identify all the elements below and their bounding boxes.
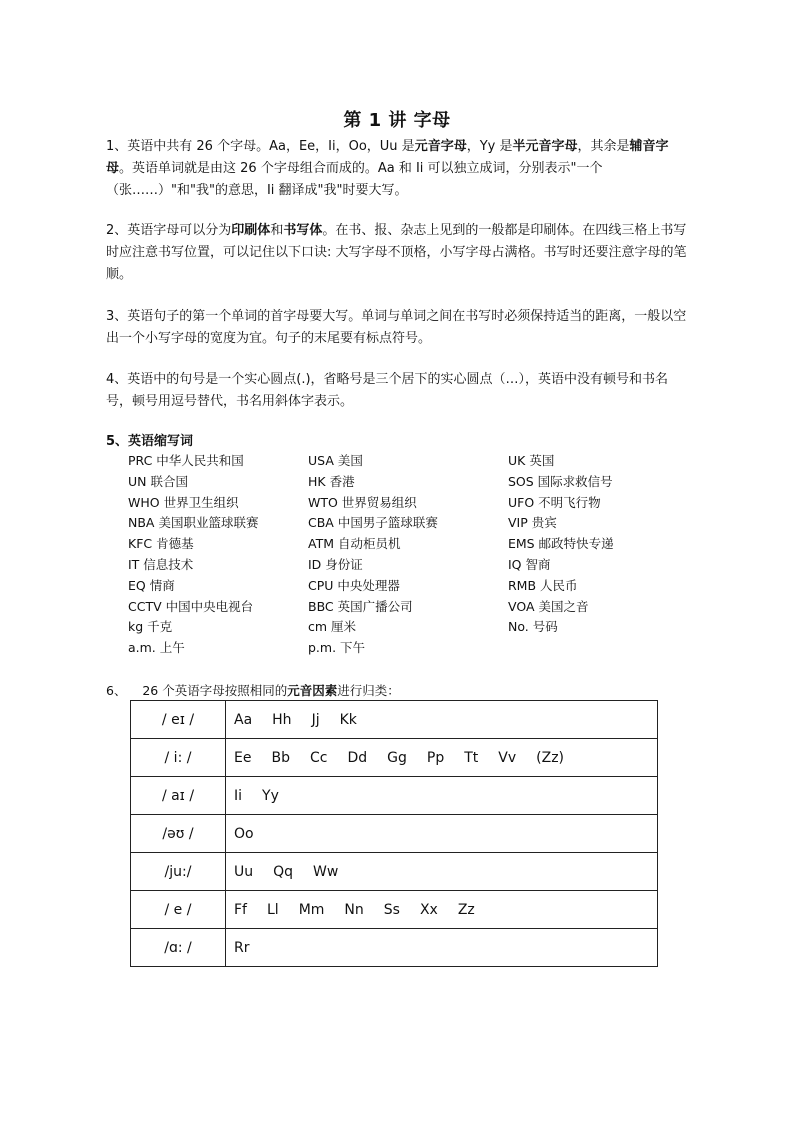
letters-cell (226, 739, 658, 777)
abbreviation-row (128, 597, 688, 618)
abbreviation-row (128, 638, 688, 659)
letter-pair: Ll (266, 901, 279, 918)
abbreviation-item: UN 联合国 (128, 473, 188, 489)
abbreviation-item: HK 香港 (308, 473, 355, 489)
vowel-table-row (131, 929, 658, 967)
letter-pair: Ww (313, 863, 339, 880)
letter-pair: Gg (387, 749, 407, 766)
paragraph-4 (106, 369, 690, 413)
abbreviation-item: p.m. 下午 (308, 640, 366, 656)
abbreviations-list (128, 451, 688, 659)
abbreviation-item: KFC 肯德基 (128, 536, 194, 552)
vowel-table-row (131, 853, 658, 891)
paragraph-number: 1、 (106, 139, 128, 154)
abbreviation-item: kg 千克 (128, 619, 173, 635)
vowel-table-row (131, 739, 658, 777)
abbreviations-heading: 5、英语缩写词 (106, 434, 194, 449)
paragraph-text: 英语中共有 26 个字母。Aa，Ee，Ii，Oo，Uu 是 (127, 139, 415, 154)
vowel-table-row (131, 701, 658, 739)
page-title: 第 1 讲 字母 (343, 110, 451, 131)
abbreviation-row (128, 472, 688, 493)
letter-pair: Zz (457, 901, 475, 918)
bold-term: 元音因素 (287, 683, 338, 698)
letter-pair: Ff (234, 901, 247, 918)
letter-pair: Ii (234, 787, 243, 804)
abbreviation-row (128, 617, 688, 638)
abbreviation-row (128, 555, 688, 576)
phoneme-cell: / i: / (131, 739, 226, 777)
abbreviation-item: EMS 邮政特快专递 (508, 536, 614, 552)
abbreviation-item: SOS 国际求救信号 (508, 473, 613, 489)
bold-term: 元音字母 (414, 139, 467, 154)
abbreviation-row (128, 493, 688, 514)
letters-cell (226, 929, 658, 967)
letter-pair: Mm (298, 901, 325, 918)
letter-pair: Pp (426, 749, 445, 766)
paragraph-text: 英语中的句号是一个实心圆点(.)，省略号是三个居下的实心圆点（…），英语中没有顿号和书名号，顿号用逗号替代，书名用斜体字表示。 (106, 372, 669, 409)
paragraph-text: ，Yy 是 (466, 139, 513, 154)
abbreviation-item: BBC 英国广播公司 (308, 598, 413, 614)
letter-pair: Yy (262, 787, 279, 804)
abbreviation-item: EQ 情商 (128, 577, 175, 593)
abbreviation-item: NBA 美国职业篮球联赛 (128, 515, 259, 531)
paragraph-number: 4、 (106, 372, 128, 387)
bold-term: 辅音字母 (106, 139, 669, 176)
paragraph-text: 进行归类： (337, 683, 400, 698)
abbreviation-item: USA 美国 (308, 453, 363, 468)
letters-cell (226, 815, 658, 853)
abbreviation-item: CPU 中央处理器 (308, 577, 400, 593)
letter-pair: Jj (311, 711, 320, 728)
phoneme-cell: / e / (131, 891, 226, 929)
letter-pair: Cc (309, 749, 328, 766)
abbreviation-item: WHO 世界卫生组织 (128, 494, 239, 510)
vowel-table-row (131, 891, 658, 929)
letter-pair: (Zz) (536, 749, 565, 766)
bold-term: 半元音字母 (512, 139, 578, 154)
vowel-table-row (131, 815, 658, 853)
abbreviation-item: a.m. 上午 (128, 640, 185, 656)
abbreviation-item: PRC 中华人民共和国 (128, 453, 244, 468)
vowel-table-heading (106, 681, 400, 699)
abbreviation-item: cm 厘米 (308, 619, 357, 635)
paragraph-text: 。英语单词就是由这 26 个字母组合而成的。Aa 和 Ii 可以独立成词，分别表示"一个（张……）"和"我"的意思，Ii 翻译成"我"时要大写。 (106, 161, 603, 198)
abbreviation-item: CBA 中国男子篮球联赛 (308, 515, 438, 531)
abbreviation-item: RMB 人民币 (508, 577, 578, 593)
letter-pair: Oo (234, 825, 254, 842)
phoneme-cell: / eɪ / (131, 701, 226, 739)
abbreviation-item: ATM 自动柜员机 (308, 536, 401, 552)
bold-term: 印刷体 (231, 223, 271, 238)
paragraph-text: 26 个英语字母按照相同的 (142, 683, 288, 698)
letter-pair: Tt (464, 749, 479, 766)
vowel-table (130, 700, 658, 967)
letter-pair: Dd (347, 749, 368, 766)
abbreviation-item: UK 英国 (508, 453, 555, 468)
abbreviation-item: UFO 不明飞行物 (508, 494, 601, 510)
phoneme-cell: / aɪ / (131, 777, 226, 815)
paragraph-text: 和 (270, 223, 284, 238)
paragraph-number: 2、 (106, 223, 128, 238)
paragraph-1 (106, 136, 690, 202)
abbreviation-row (128, 576, 688, 597)
letter-pair: Uu (234, 863, 254, 880)
abbreviation-item: VIP 贵宾 (508, 515, 557, 531)
letter-pair: Xx (419, 901, 438, 918)
paragraph-text: ，其余是 (577, 139, 630, 154)
abbreviation-item: No. 号码 (508, 619, 558, 635)
abbreviation-item: WTO 世界贸易组织 (308, 494, 417, 510)
letter-pair: Kk (339, 711, 357, 728)
letter-pair: Ee (234, 749, 252, 766)
letters-cell (226, 891, 658, 929)
letter-pair: Rr (234, 939, 250, 956)
paragraph-number: 3、 (106, 309, 128, 324)
bold-term: 书写体 (283, 223, 323, 238)
abbreviation-row (128, 513, 688, 534)
letter-pair: Bb (271, 749, 290, 766)
paragraph-3 (106, 306, 690, 350)
paragraph-number: 6、 (106, 683, 127, 698)
abbreviation-item: CCTV 中国中央电视台 (128, 598, 254, 614)
paragraph-text: 英语字母可以分为 (127, 223, 232, 238)
phoneme-cell: /əʊ / (131, 815, 226, 853)
letter-pair: Ss (383, 901, 400, 918)
phoneme-cell: /ɑ: / (131, 929, 226, 967)
letter-pair: Aa (234, 711, 253, 728)
phoneme-cell: /ju:/ (131, 853, 226, 891)
paragraph-text: 英语句子的第一个单词的首字母要大写。单词与单词之间在书写时必须保持适当的距离，一般以空出一个小写字母的宽度为宜。句子的末尾要有标点符号。 (106, 309, 687, 346)
letters-cell (226, 701, 658, 739)
letter-pair: Qq (273, 863, 294, 880)
letters-cell (226, 777, 658, 815)
abbreviation-item: VOA 美国之音 (508, 598, 589, 614)
vowel-table-body (131, 701, 658, 967)
abbreviation-item: IQ 智商 (508, 556, 551, 572)
paragraph-2 (106, 220, 690, 286)
abbreviation-item: ID 身份证 (308, 556, 363, 572)
letters-cell (226, 853, 658, 891)
abbreviation-row (128, 534, 688, 555)
paragraph-text: 。在书、报、杂志上见到的一般都是印刷体。在四线三格上书写时应注意书写位置，可以记住以下口诀: 大写字母不顶格，小写字母占满格。书写时还要注意字母的笔顺。 (106, 223, 687, 282)
letter-pair: Nn (344, 901, 364, 918)
letter-pair: Vv (498, 749, 517, 766)
letter-pair: Hh (272, 711, 292, 728)
abbreviation-row (128, 451, 688, 472)
vowel-table-row (131, 777, 658, 815)
abbreviation-item: IT 信息技术 (128, 556, 194, 572)
